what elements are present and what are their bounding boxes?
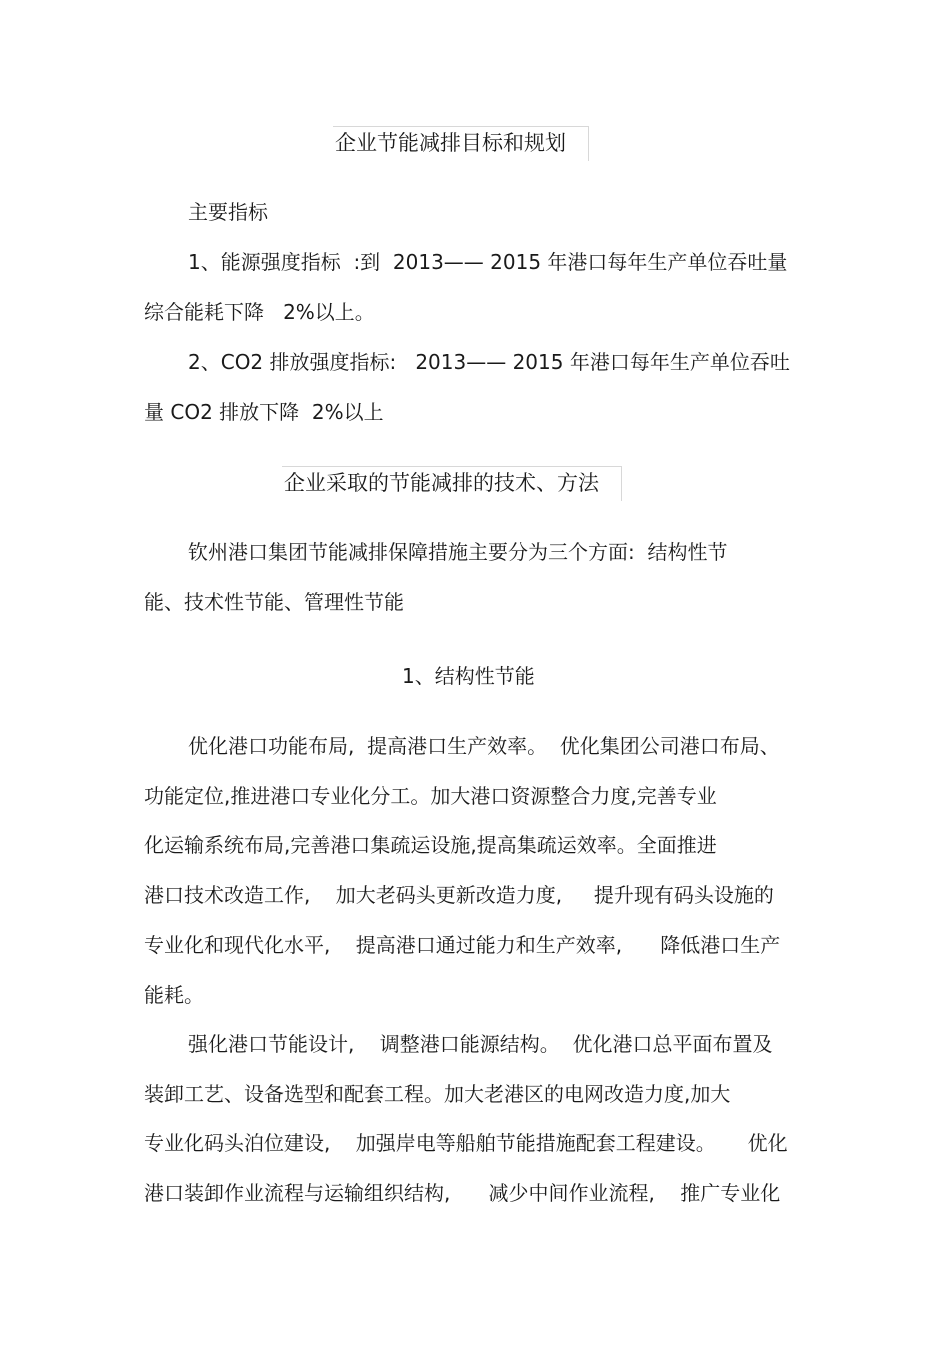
document-title: 企业节能减排目标和规划 — [333, 126, 589, 161]
intro-line-1: 钦州港口集团节能减排保障措施主要分为三个方面: 结构性节 — [188, 540, 728, 564]
document-subtitle: 企业采取的节能减排的技术、方法 — [282, 466, 622, 501]
paragraph-2-line-1: 强化港口节能设计, 调整港口能源结构。 优化港口总平面布置及 — [188, 1032, 773, 1056]
paragraph-2-line-3: 专业化码头泊位建设, 加强岸电等船舶节能措施配套工程建设。 优化 — [144, 1131, 788, 1155]
paragraph-1-line-3: 化运输系统布局,完善港口集疏运设施,提高集疏运效率。全面推进 — [144, 833, 717, 857]
indicator-1-line-1: 1、能源强度指标 :到 2013—— 2015 年港口每年生产单位吞吐量 — [188, 250, 788, 274]
paragraph-1-line-6: 能耗。 — [144, 983, 204, 1007]
paragraph-1-line-1: 优化港口功能布局, 提高港口生产效率。 优化集团公司港口布局、 — [188, 734, 780, 758]
section-heading-main-indicators: 主要指标 — [188, 200, 268, 224]
paragraph-1-line-4: 港口技术改造工作, 加大老码头更新改造力度, 提升现有码头设施的 — [144, 883, 774, 907]
indicator-2-line-1: 2、CO2 排放强度指标: 2013—— 2015 年港口每年生产单位吞吐 — [188, 350, 790, 374]
indicator-2-line-2: 量 CO2 排放下降 2%以上 — [144, 400, 384, 424]
intro-line-2: 能、技术性节能、管理性节能 — [144, 590, 404, 614]
indicator-1-line-2: 综合能耗下降 2%以上。 — [144, 300, 375, 324]
paragraph-1-line-5: 专业化和现代化水平, 提高港口通过能力和生产效率, 降低港口生产 — [144, 933, 781, 957]
paragraph-2-line-4: 港口装卸作业流程与运输组织结构, 减少中间作业流程, 推广专业化 — [144, 1181, 781, 1205]
section-1-heading: 1、结构性节能 — [402, 664, 535, 688]
paragraph-1-line-2: 功能定位,推进港口专业化分工。加大港口资源整合力度,完善专业 — [144, 784, 717, 808]
paragraph-2-line-2: 装卸工艺、设备选型和配套工程。加大老港区的电网改造力度,加大 — [144, 1082, 731, 1106]
